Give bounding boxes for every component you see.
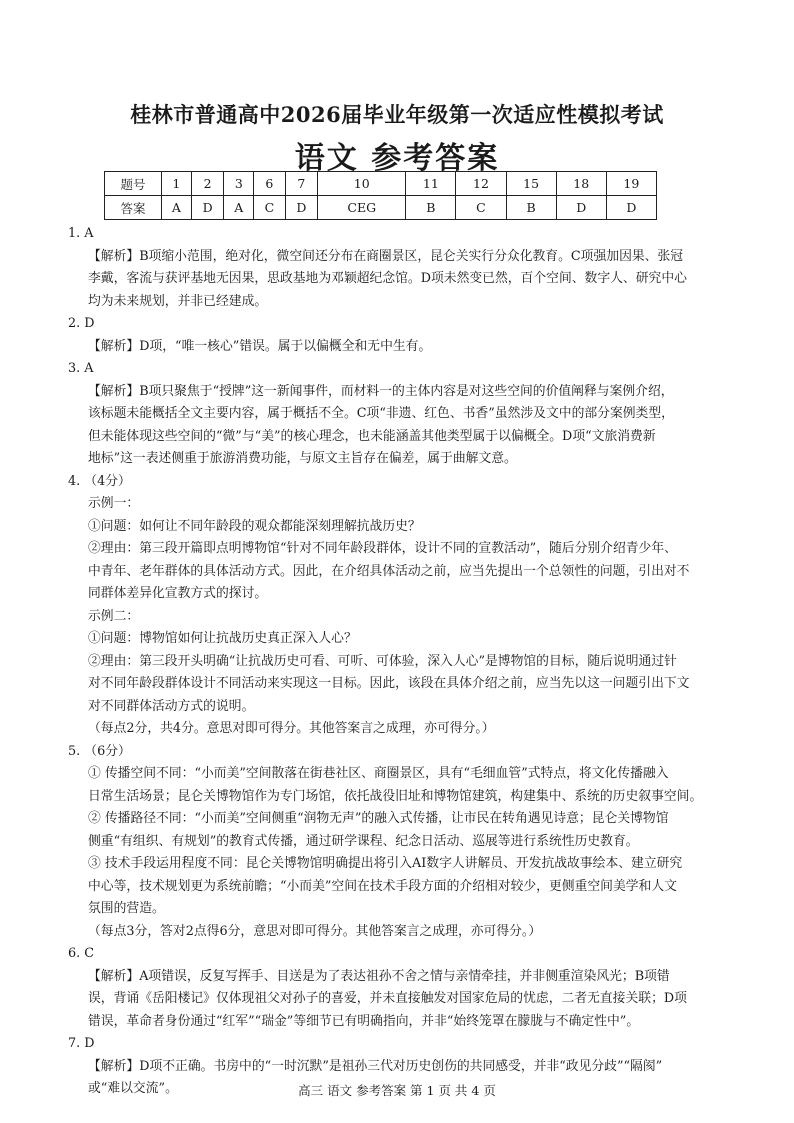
q6-line: 误，背诵《岳阳楼记》仅体现祖父对孙子的喜爱，并未直接触发对国家危局的忧虑，二者无直接关联；D项 [88,991,687,1006]
q1-line: 李戴，客流与获评基地无因果，思政基地为邓颖超纪念馆。D项未然变已然，百个空间、数字人、研究中心 [88,271,687,286]
q3-heading: 3. A [68,361,94,376]
question-number: 11 [406,172,456,196]
question-number: 7 [285,172,318,196]
question-row-label: 题号 [105,172,162,196]
q4-scoring-note: （每点2分，共4分。意思对即可得分。其他答案言之成理，亦可得分。） [88,721,495,736]
q5-scoring-note: （每点3分，答对2点得6分，意思对即可得分。其他答案言之成理，亦可得分。） [88,923,542,939]
q5-line: ③ 技术手段运用程度不同：昆仑关博物馆明确提出将引入AI数字人讲解员、开发抗战故事绘本、建立研究 [88,856,683,871]
q5-line: 日常生活场景；昆仑关博物馆作为专门场馆，依托战役旧址和博物馆建筑，构建集中、系统的历史叙事空间。 [88,788,703,804]
q5-line: 侧重“有组织、有规划”的教育式传播，通过研学课程、纪念日活动、巡展等进行系统性历史教育。 [88,833,639,849]
question-number: 10 [318,172,406,196]
q4-line: ①问题：博物馆如何让抗战历史真正深入人心？ [88,631,357,646]
q4-heading: 4. （4分） [68,473,131,489]
question-number: 2 [191,172,224,196]
q4-line: 中青年、老年群体的具体活动方式。因此，在介绍具体活动之前，应当先提出一个总领性的问题，引出对不 [88,563,690,579]
question-number: 1 [162,172,192,196]
q1-line: 均为未来规划，并非已经建成。 [88,293,268,309]
answer-row [105,196,657,220]
q4-line: ②理由：第三段开头明确“让抗战历史可看、可听、可体验，深入人心”是博物馆的目标，随后说明通过针 [88,653,677,669]
question-number: 12 [456,172,506,196]
question-number: 19 [606,172,656,196]
answer-cell: A [162,196,192,220]
q5-line: 中心等，技术规划更为系统前瞻；“小而美”空间在技术手段方面的介绍相对较少，更侧重空间美学和人文 [88,878,677,894]
q4-line: 示例二： [88,608,140,624]
answer-cell: C [254,196,285,220]
answer-cell: D [606,196,656,220]
answer-table [104,171,657,220]
answer-explanations [68,223,728,1101]
q5-line: 氛围的营造。 [88,901,165,916]
q6-line: 错误，革命者身份通过“红军”“瑞金”等细节已有明确指向，并非“始终笼罩在朦胧与不确定性中”。 [88,1013,640,1029]
answer-cell: D [556,196,606,220]
q7-line: 或“难以交流”。 [88,1081,178,1096]
q4-line: 同群体差异化宣教方式的探讨。 [88,586,268,601]
q5-heading: 5. （6分） [68,743,131,759]
q5-line: ② 传播路径不同：“小而美”空间侧重“润物无声”的融入式传播，让市民在转角遇见诗意；昆仑关博物馆 [88,811,669,826]
q1-heading: 1. A [68,226,94,241]
answer-cell: A [224,196,254,220]
q3-line: 【解析】B项只聚焦于“授牌”这一新闻事件，而材料一的主体内容是对这些空间的价值阐释与案例介绍， [88,383,674,399]
q4-line: 对不同群体活动方式的说明。 [88,698,255,714]
q4-line: ①问题：如何让不同年龄段的观众都能深刻理解抗战历史？ [88,518,421,534]
q5-line: ① 传播空间不同：“小而美”空间散落在街巷社区、商圈景区，具有“毛细血管”式特点，将文化传播融入 [88,766,669,781]
q7-line: 【解析】D项不正确。书房中的“一时沉默”是祖孙三代对历史创伤的共同感受，并非“政见分歧”“隔阂” [88,1058,663,1074]
q6-line: 【解析】A项错误，反复写挥手、目送是为了表达祖孙不舍之情与亲情牵挂，并非侧重渲染风光；B项错 [88,968,670,984]
answer-cell: B [406,196,456,220]
answer-row-label: 答案 [105,196,162,220]
q4-line: ②理由：第三段开篇即点明博物馆“针对不同年龄段群体，设计不同的宣教活动”，随后分别介绍青少年、 [88,541,677,556]
q4-line: 示例一： [88,496,140,511]
answer-cell: CEG [318,196,406,220]
subject-title: 语文 参考答案 [294,141,500,176]
answer-cell: B [506,196,556,220]
question-number: 6 [254,172,285,196]
answer-cell: D [191,196,224,220]
q3-line: 地标”这一表述侧重于旅游消费功能，与原文主旨存在偏差，属于曲解文意。 [88,451,517,466]
q2-line: 【解析】D项，“唯一核心”错误。属于以偏概全和无中生有。 [88,338,432,354]
q3-line: 但未能体现这些空间的“微”与“美”的核心理念，也未能涵盖其他类型属于以偏概全。D项“文旅消费新 [88,428,656,444]
exam-title: 桂林市普通高中2026届毕业年级第一次适应性模拟考试 [130,102,664,127]
q1-line: 【解析】B项缩小范围，绝对化，微空间还分布在商圈景区，昆仑关实行分众化教育。C项强加因果、张冠 [88,248,684,264]
question-number: 18 [556,172,606,196]
q4-line: 对不同年龄段群体设计不同活动来实现这一目标。因此，该段在具体介绍之前，应当先以这一问题引出下文 [88,676,690,691]
q7-heading: 7. D [68,1036,95,1051]
q2-heading: 2. D [68,316,95,331]
question-number: 3 [224,172,254,196]
answer-cell: C [456,196,506,220]
question-number: 15 [506,172,556,196]
q3-line: 该标题未能概括全文主要内容，属于概括不全。C项“非遗、红色、书香”虽然涉及文中的部分案例类型， [88,406,674,421]
answer-cell: D [285,196,318,220]
page-footer: 高三 语文 参考答案 第 1 页 共 4 页 [298,1083,496,1098]
question-number-row [105,172,657,196]
q6-heading: 6. C [68,946,95,961]
